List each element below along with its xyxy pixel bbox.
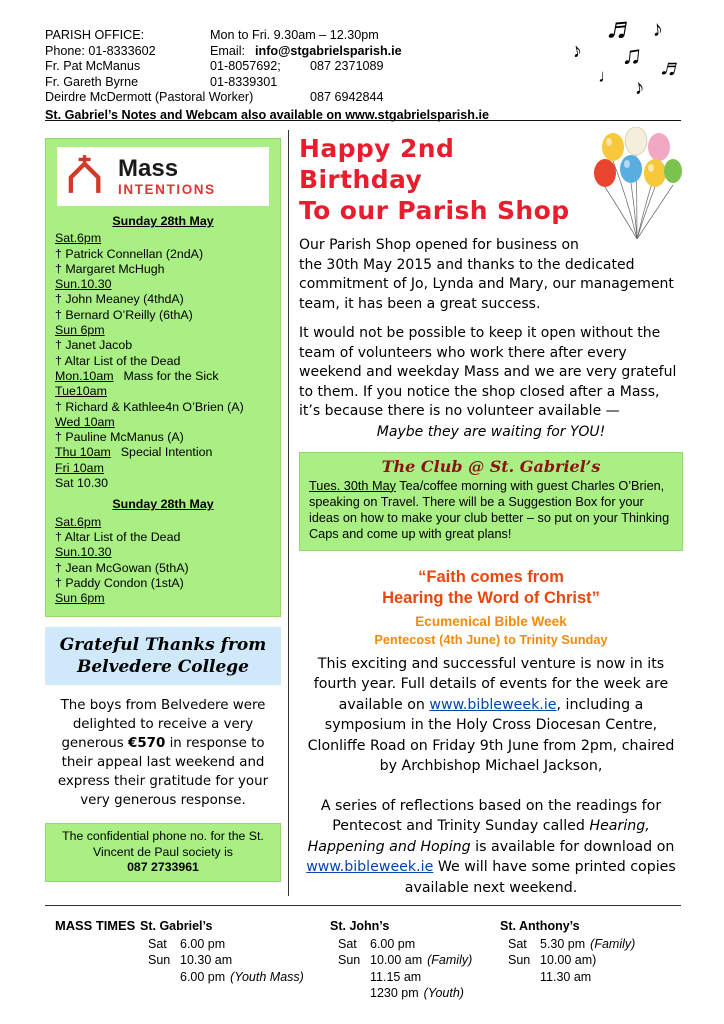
- thanks-text-1: The boys from Belvedere were delighted to receive a very generous: [60, 698, 266, 752]
- mass-time-row: [140, 969, 330, 986]
- fr-gareth-row: [45, 75, 605, 91]
- mass-intention-text: † Altar List of the Dead: [55, 353, 181, 368]
- mass-day: Sun: [508, 953, 531, 967]
- svp-text: The confidential phone no. for the St. Vincent de Paul society is: [62, 829, 264, 859]
- grateful-thanks-heading: [45, 627, 281, 685]
- mass-intention-line: [55, 247, 271, 262]
- webcam-notes-text: St. Gabriel’s Notes and Webcam also available on: [45, 107, 346, 122]
- church-name: St. Gabriel’s: [140, 919, 213, 933]
- fr-pat-row: [45, 59, 605, 75]
- deirdre-name: Deirdre McDermott (Pastoral Worker): [45, 90, 254, 105]
- mass-time: 6.00 pm: [180, 969, 226, 984]
- office-label: PARISH OFFICE:: [45, 28, 145, 42]
- mass-day: [140, 969, 180, 986]
- mass-intention-line: [55, 323, 271, 338]
- mass-time: 10.00 am: [370, 953, 423, 967]
- birthday-heading-line1: Happy 2nd Birthday: [299, 134, 455, 194]
- grateful-thanks-section: [45, 627, 281, 810]
- club-box: [299, 452, 683, 551]
- mass-times-church: [140, 918, 330, 1002]
- office-phone: Phone: 01-8333602: [45, 43, 156, 58]
- mass-time: 10.30 am: [180, 953, 233, 967]
- mass-intention-line: [55, 354, 271, 369]
- mass-time-row: [330, 969, 500, 986]
- mass-day: Sat: [148, 936, 167, 951]
- mass-intention-line: [55, 277, 271, 292]
- music-note-icon: ♩: [598, 66, 616, 86]
- church-mass-rows: [500, 936, 670, 986]
- music-note-icon: ♪: [569, 39, 585, 63]
- church-name: St. Anthony’s: [500, 919, 580, 933]
- mass-day: Sat: [508, 936, 527, 951]
- bibleweek-link-1[interactable]: www.bibleweek.ie: [429, 696, 557, 713]
- mass-intention-time: Wed 10am: [55, 414, 115, 429]
- faith-quote-line2: Hearing the Word of Christ”: [382, 588, 600, 607]
- logo-word-intentions: INTENTIONS: [118, 181, 216, 197]
- mass-intention-line: [55, 400, 271, 415]
- mass-intention-line: [55, 561, 271, 576]
- mass-intention-time: Sun 6pm: [55, 591, 105, 606]
- bible-week-heading: Ecumenical Bible Week: [415, 613, 567, 629]
- office-hours-row: [45, 28, 605, 44]
- mass-day: [500, 969, 540, 986]
- mass-intention-text: Special Intention: [120, 445, 213, 460]
- faith-paragraph-1: [299, 654, 683, 777]
- mass-time-row: [500, 969, 670, 986]
- grateful-thanks-heading-line2: Belvedere College: [76, 657, 250, 678]
- mass-time: 11.15 am: [370, 969, 422, 984]
- mass-intention-line: [55, 430, 271, 445]
- shop-paragraph-2: It would not be possible to keep it open without the team of volunteers who work there after every weekend and weekday Mass and we are very grateful to them. If you notice the shop closed after a Mass, it’s because there is no volunteer available —: [299, 325, 677, 419]
- club-text: Tea/coffee morning with guest Charles O’Brien, speaking on Travel. There will be a Suggestion Box for your ideas on how to make your club better – so put on your Thinking Caps and come up with great plans!: [309, 478, 670, 542]
- mass-day: Sat: [338, 936, 357, 951]
- svp-phone-number: 087 2733961: [127, 860, 199, 875]
- shop-paragraph-1: Our Parish Shop opened for business on the 30th May 2015 and thanks to the dedicated commitment of Jo, Lynda and Mary, our management team, it has been a great success.: [299, 237, 674, 312]
- fr-pat-phone1: 01-8057692;: [210, 59, 281, 74]
- mass-intention-text: Mass for the Sick: [123, 368, 219, 383]
- church-mass-rows: [330, 936, 500, 1002]
- mass-note: (Family): [590, 936, 636, 951]
- mass-day: Sun: [338, 953, 361, 967]
- mass-time-row: [500, 952, 670, 969]
- header-divider: [45, 120, 681, 121]
- birthday-heading-line2: To our Parish Shop: [299, 196, 570, 225]
- mass-intention-text: † Altar List of the Dead: [55, 529, 181, 544]
- fr-gareth-phone: 01-8339301: [210, 74, 278, 89]
- mass-times-church: [330, 918, 500, 1002]
- left-column: [45, 138, 281, 882]
- mass-note: (Youth Mass): [230, 969, 304, 984]
- balloons-image: [591, 127, 683, 247]
- office-hours: Mon to Fri. 9.30am – 12.30pm: [210, 28, 379, 42]
- faith-p1-text-b: , including a symposium in the Holy Cross Diocesan Centre, Clonliffe Road on Friday 9th June from 2pm, chaired by Archbishop Michael Jackson,: [307, 696, 675, 775]
- mass-intention-line: [55, 591, 271, 606]
- mass-day: [330, 985, 370, 1002]
- donation-amount: €570: [128, 736, 166, 752]
- church-icon: [64, 152, 112, 201]
- mass-intention-line: [55, 338, 271, 353]
- mass-intention-line: [55, 292, 271, 307]
- fr-pat-phone2: 087 2371089: [310, 59, 384, 74]
- mass-time: 10.00 am): [540, 953, 597, 967]
- mass-time-row: [330, 952, 500, 969]
- parish-website-link[interactable]: www.stgabrielsparish.ie: [345, 107, 489, 122]
- mass-time-row: [140, 936, 330, 953]
- mass-intention-line: [55, 497, 271, 512]
- mass-intention-time: Sun 6pm: [55, 323, 105, 338]
- fr-pat-name: Fr. Pat McManus: [45, 59, 141, 74]
- mass-intention-line: [55, 369, 271, 384]
- footer-divider: [45, 905, 681, 906]
- mass-time-row: [330, 985, 500, 1002]
- mass-intentions-logo: [57, 147, 269, 206]
- mass-intention-text: Sat 10.30: [55, 476, 109, 491]
- mass-intention-line: [55, 415, 271, 430]
- music-note-icon: ♪: [632, 75, 646, 100]
- faith-p1-text-a: This exciting and successful venture is now in its fourth year. Full details of events for the week are available on: [313, 655, 669, 713]
- parish-header: [45, 28, 605, 124]
- mass-note: (Youth): [423, 986, 464, 1000]
- faith-quote-line1: “Faith comes from: [418, 567, 564, 586]
- mass-intention-text: † Janet Jacob: [55, 338, 133, 353]
- mass-time: 1230 pm: [370, 986, 419, 1000]
- mass-intention-line: [55, 476, 271, 491]
- mass-intentions-box: [45, 138, 281, 617]
- music-note-icon: ♬: [603, 7, 641, 49]
- bibleweek-link-2[interactable]: www.bibleweek.ie: [306, 859, 434, 876]
- deirdre-row: [45, 90, 605, 106]
- mass-intention-time: Thu 10am: [55, 445, 111, 460]
- svp-confidential-box: [45, 823, 281, 882]
- club-date: Tues. 30th May: [309, 478, 396, 493]
- faith-p2-text-b: is available for download on: [470, 838, 675, 855]
- email-label: Email:: [210, 43, 245, 58]
- grateful-thanks-heading-line1: Grateful Thanks from: [59, 635, 267, 656]
- mass-intention-text: † Margaret McHugh: [55, 261, 165, 276]
- mass-intention-line: [55, 231, 271, 246]
- mass-intention-line: [55, 461, 271, 476]
- mass-intention-line: [55, 308, 271, 323]
- mass-time: 6.00 pm: [370, 936, 416, 951]
- mass-intention-line: [55, 384, 271, 399]
- mass-intention-text: † Paddy Condon (1stA): [55, 575, 184, 590]
- right-column: [299, 133, 683, 898]
- faith-section: [299, 567, 683, 899]
- mass-intention-text: † John Meaney (4thdA): [55, 292, 184, 307]
- phone-email-row: [45, 44, 605, 60]
- faith-p2-text-a: A series of reflections based on the readings for Pentecost and Trinity Sunday called: [320, 797, 662, 835]
- webcam-notes-line: [45, 108, 605, 124]
- mass-times-church: [500, 918, 670, 1002]
- mass-intention-time: Sat.6pm: [55, 514, 102, 529]
- deirdre-phone: 087 6942844: [310, 90, 384, 105]
- mass-intention-line: [55, 262, 271, 277]
- mass-intention-text: † Jean McGowan (5thA): [55, 560, 189, 575]
- mass-note: (Family): [427, 953, 473, 967]
- mass-intention-text: Sunday 28th May: [112, 214, 214, 228]
- mass-intention-line: [55, 214, 271, 229]
- mass-intention-text: † Bernard O’Reilly (6thA): [55, 307, 193, 322]
- mass-intention-time: Mon.10am: [55, 368, 114, 383]
- music-note-icon: ♫: [620, 39, 644, 71]
- mass-intentions-list: [52, 214, 274, 606]
- faith-p2-text-c: We will have some printed copies available next weekend.: [404, 859, 676, 896]
- mass-intention-time: Tue10am: [55, 384, 107, 399]
- mass-intention-text: † Pauline McManus (A): [55, 430, 184, 445]
- music-note-icon: ♬: [657, 51, 689, 85]
- mass-time-row: [500, 936, 670, 953]
- mass-intention-line: [55, 530, 271, 545]
- mass-times-churches: [140, 918, 670, 1002]
- mass-intention-line: [55, 445, 271, 460]
- club-title: The Club @ St. Gabriel’s: [381, 456, 601, 476]
- mass-intention-time: Sun.10.30: [55, 277, 112, 292]
- logo-word-mass: Mass: [118, 154, 179, 182]
- faith-quote: [299, 567, 683, 609]
- faith-p2-book-title: Hearing, Happening and Hoping: [307, 818, 650, 855]
- mass-intention-time: Sat.6pm: [55, 231, 102, 246]
- club-body: [309, 478, 673, 543]
- mass-time: 11.30 am: [540, 969, 592, 984]
- grateful-thanks-body: [45, 696, 281, 810]
- mass-intention-line: [55, 576, 271, 591]
- church-name: St. John’s: [330, 919, 390, 933]
- email-link[interactable]: info@stgabrielsparish.ie: [255, 43, 402, 58]
- mass-intentions-logo-text: [118, 154, 216, 197]
- mass-intention-line: [55, 545, 271, 560]
- music-note-icon: ♪: [650, 15, 665, 42]
- musical-notes-decoration: [560, 7, 700, 112]
- mass-intention-text: Sunday 28th May: [112, 497, 214, 512]
- church-mass-rows: [140, 936, 330, 986]
- fr-gareth-name: Fr. Gareth Byrne: [45, 74, 139, 89]
- mass-time-row: [140, 952, 330, 969]
- mass-intention-text: † Richard & Kathlee4n O’Brien (A): [55, 399, 244, 414]
- mass-day: Sun: [148, 953, 171, 967]
- mass-time-row: [330, 936, 500, 953]
- mass-intention-line: [55, 515, 271, 530]
- faith-paragraph-2: [299, 796, 683, 899]
- pentecost-subheading: Pentecost (4th June) to Trinity Sunday: [374, 631, 608, 647]
- mass-day: [330, 969, 370, 986]
- mass-times-label: MASS TIMES: [55, 918, 136, 933]
- mass-time: 6.00 pm: [180, 936, 226, 951]
- mass-intention-time: Fri 10am: [55, 460, 104, 475]
- mass-times-section: [55, 918, 670, 1002]
- shop-paragraph-3: Maybe they are waiting for YOU!: [376, 423, 606, 440]
- mass-time: 5.30 pm: [540, 936, 586, 951]
- thanks-text-2: in response to their appeal last weekend and express their gratitude for your very generous response.: [57, 736, 269, 809]
- column-divider: [288, 130, 289, 896]
- mass-intention-time: Sun.10.30: [55, 545, 112, 560]
- mass-intention-text: † Patrick Connellan (2ndA): [55, 246, 204, 261]
